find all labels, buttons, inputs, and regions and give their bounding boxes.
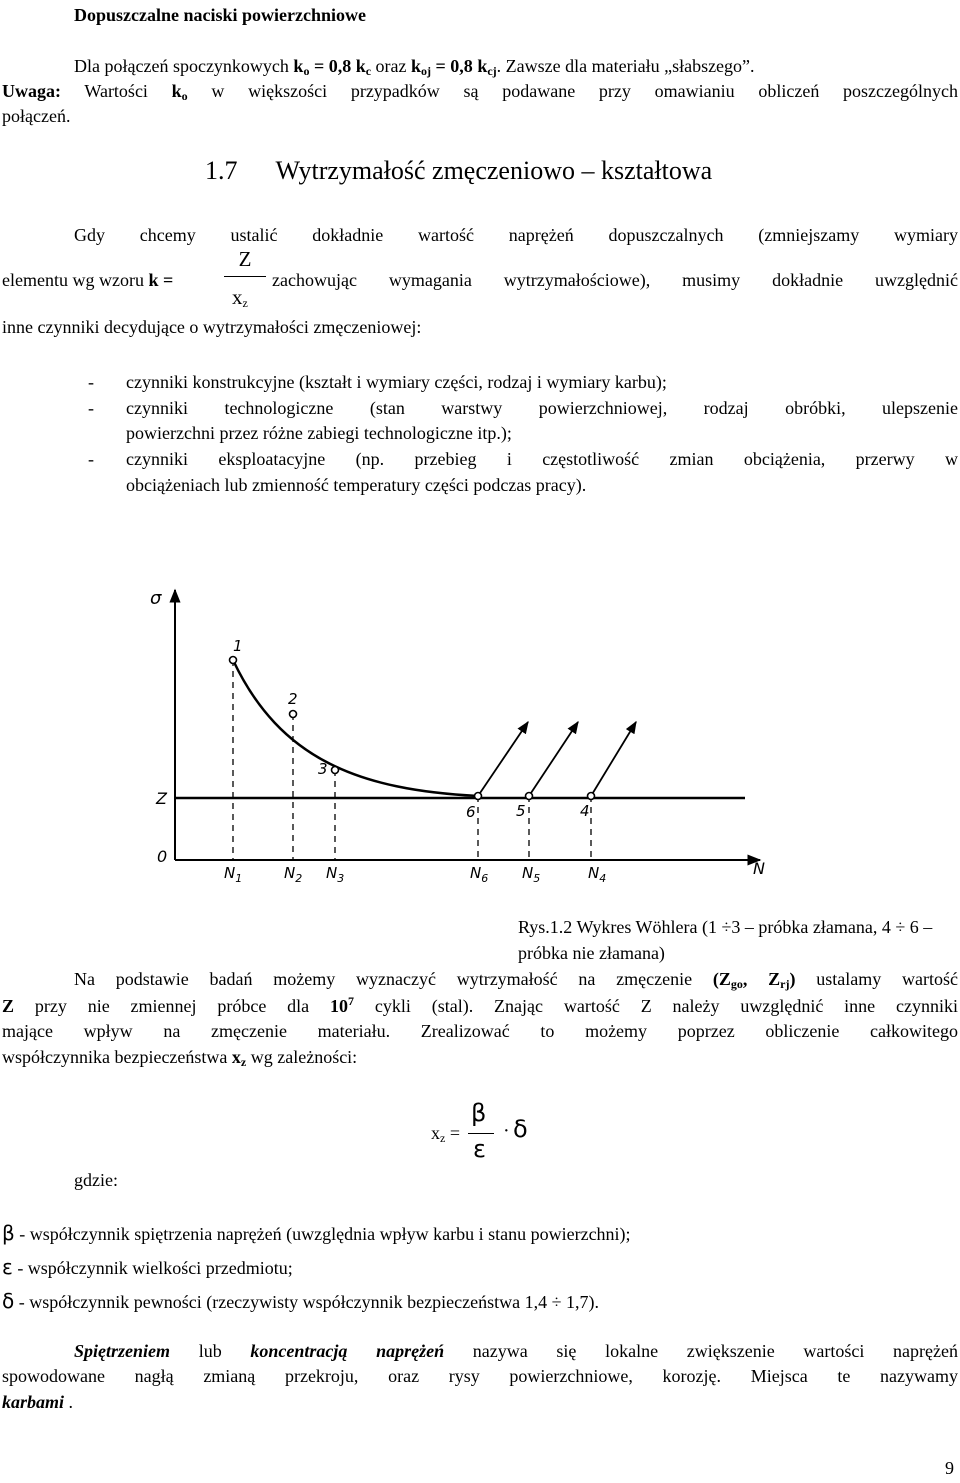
point-label-4: 4 [580, 802, 590, 820]
point-5 [526, 793, 533, 800]
point-1 [230, 657, 237, 664]
point-label-1: 1 [233, 637, 243, 655]
p1-line1: Dla połączeń spoczynkowych $k_o = 0,8$ $k_c$ oraz $k_{oj} = 0,8$ $k_{cj}$. Zawsze dla materiału „słabszego”. [74, 56, 755, 78]
p3-line3: mające wpływ na zmęczenie materiału. Zrealizować to możemy poprzez obliczenie całkowitego [2, 1021, 958, 1041]
def-delta: δ - współczynnik pewności (rzeczywisty współczynnik bezpieczeństwa 1,4 ÷ 1,7). [2, 1289, 599, 1313]
formula-dot: · [503, 1120, 510, 1142]
delta-symbol: δ [2, 1289, 15, 1313]
def-beta: β - współczynnik spiętrzenia naprężeń (uwzględnia wpływ karbu i stanu powierzchni); [2, 1221, 631, 1245]
p3-line2: Z przy nie zmiennej próbce dla $10^7$ cykli (stal). Znając wartość Z należy uwzględnić inne czynniki [2, 994, 958, 1016]
formula-lhs: $x_z$ = [431, 1123, 460, 1145]
factor-dash-2: - [88, 398, 94, 418]
wohler-curve [233, 660, 478, 796]
wohler-diagram [140, 578, 780, 888]
factor-dash-1: - [88, 372, 94, 392]
p4-line3: karbami . [2, 1392, 74, 1412]
point-label-2: 2 [288, 690, 298, 708]
formula-denominator-epsilon: ε [473, 1135, 486, 1163]
beta-symbol: β [2, 1221, 15, 1245]
figure-caption: Rys.1.2 Wykres Wöhlera (1 ÷3 – próbka złamana, 4 ÷ 6 – próbka nie złamana) [518, 917, 933, 963]
runout-arrow-5 [529, 722, 578, 796]
tick-n4: $N_4$ [588, 864, 607, 885]
p4-line2: spowodowane nagłą zmianą przekroju, oraz rysy powierzchniowe, korozję. Miejsca te nazywamy [2, 1366, 958, 1386]
def-epsilon: ε - współczynnik wielkości przedmiotu; [2, 1255, 293, 1279]
p2-line1: Gdy chcemy ustalić dokładnie wartość naprężeń dopuszczalnych (zmniejszamy wymiary [74, 225, 958, 245]
epsilon-symbol: ε [2, 1255, 13, 1279]
point-4 [588, 793, 595, 800]
formula-delta: δ [513, 1115, 528, 1143]
fraction-numerator: Z [238, 247, 252, 271]
p4-line1: Spiętrzeniem lub koncentracją naprężeń nazywa się lokalne zwiększenie wartości naprężeń [74, 1341, 958, 1361]
factor-dash-3: - [88, 449, 94, 469]
factor-2-line2: powierzchni przez różne zabiegi technologiczne itp.); [126, 423, 512, 443]
tick-n5: $N_5$ [522, 864, 541, 885]
tick-n3: $N_3$ [326, 864, 345, 885]
where-label: gdzie: [74, 1170, 118, 1190]
section-title: 1.7 Wytrzymałość zmęczeniowo – kształtowa [205, 156, 713, 185]
tick-n2: $N_2$ [284, 864, 303, 885]
tick-n1: $N_1$ [224, 864, 243, 885]
fraction-denominator: $x_z$ [232, 285, 248, 310]
p2-line3: inne czynniki decydujące o wytrzymałości zmęczeniowej: [2, 317, 422, 337]
p2-line2-post: zachowując wymagania wytrzymałościowe), musimy dokładnie uwzględnić [272, 270, 958, 290]
p1-line3: połączeń. [2, 106, 71, 126]
formula-numerator-beta: β [471, 1099, 487, 1127]
runout-arrow-6 [478, 722, 528, 796]
factor-2-line1: czynniki technologiczne (stan warstwy powierzchniowej, rodzaj obróbki, ulepszenie [126, 398, 958, 418]
point-6 [475, 793, 482, 800]
origin-label: 0 [157, 847, 168, 866]
point-label-5: 5 [516, 802, 526, 820]
y-axis-label: σ [150, 588, 162, 609]
factor-3-line2: obciążeniach lub zmienność temperatury części podczas pracy). [126, 475, 587, 495]
z-label: Z [156, 789, 167, 808]
p1-line2: Uwaga: Wartości $k_o$ w większości przypadków są podawane przy omawianiu obliczeń poszczególnych [2, 81, 959, 103]
heading-naciski: Dopuszczalne naciski powierzchniowe [74, 5, 366, 25]
fraction-bar [224, 276, 266, 277]
runout-arrow-4 [591, 722, 636, 796]
p3-line4: współczynnika bezpieczeństwa $x_z$ wg zależności: [2, 1047, 358, 1069]
factor-3-line1: czynniki eksploatacyjne (np. przebieg i częstotliwość zmian obciążenia, przerwy w [126, 449, 958, 469]
page-number: 9 [945, 1458, 954, 1478]
p2-line2-pre: elementu wg wzoru k = [2, 270, 174, 290]
point-3 [332, 767, 339, 774]
formula-fraction-bar [468, 1133, 494, 1134]
point-label-3: 3 [318, 760, 328, 778]
p3-line1: Na podstawie badań możemy wyznaczyć wytrzymałość na zmęczenie ($Z_{go}$, $Z_{rj}$) ustalamy wartość [74, 969, 958, 991]
point-2 [290, 711, 297, 718]
tick-n6: $N_6$ [470, 864, 489, 885]
point-label-6: 6 [466, 803, 476, 821]
factor-1: czynniki konstrukcyjne (kształt i wymiary części, rodzaj i wymiary karbu); [126, 372, 667, 392]
x-axis-label: N [753, 859, 765, 878]
